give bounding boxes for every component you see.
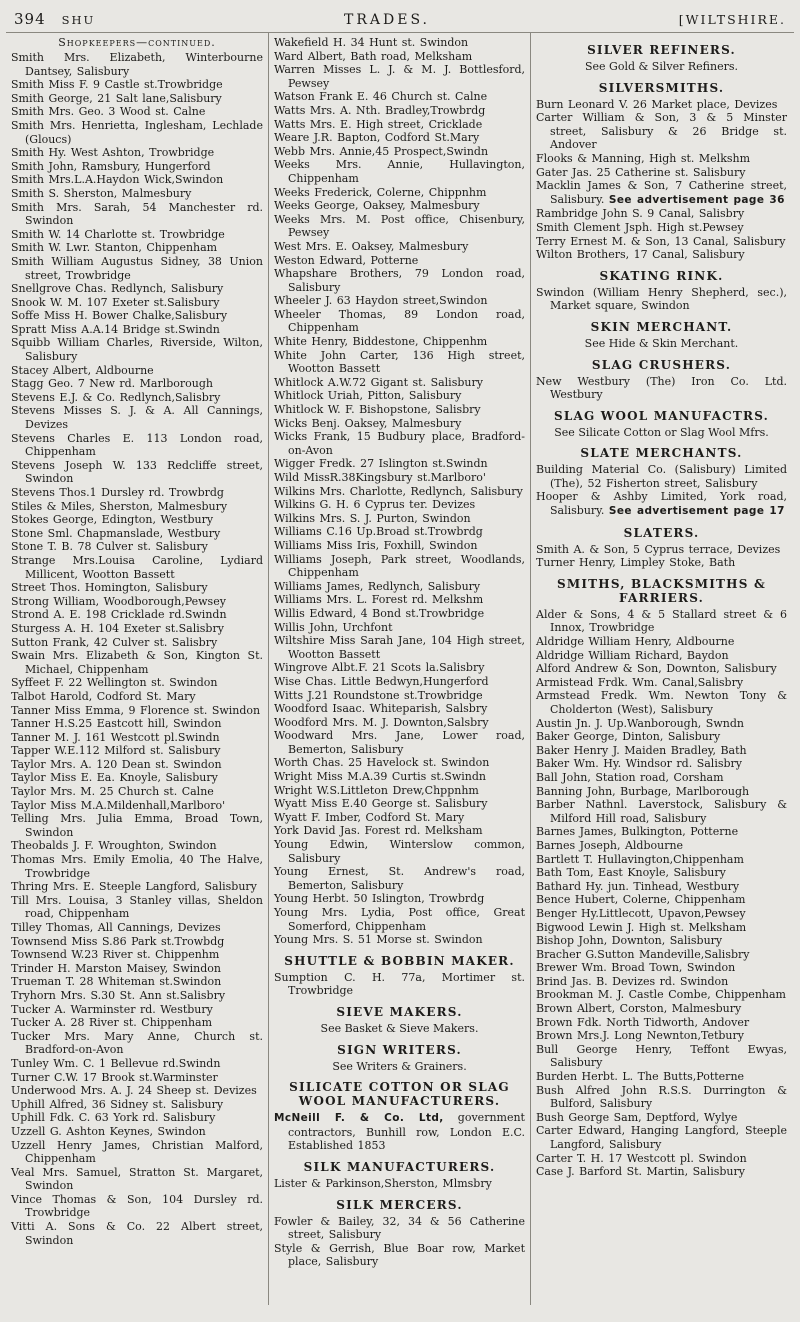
directory-entry: New Westbury (The) Iron Co. Ltd. Westbury	[536, 374, 787, 402]
directory-entry: Barnes Joseph, Aldbourne	[536, 838, 684, 852]
directory-entry: Burn Leonard V. 26 Market place, Devizes	[536, 97, 778, 111]
directory-entry: Fowler & Bailey, 32, 34 & 56 Catherine street, Salisbury	[274, 1214, 525, 1242]
directory-entry: Tucker A. Warminster rd. Westbury	[11, 1002, 213, 1016]
directory-entry: Worth Chas. 25 Havelock st. Swindon	[274, 756, 490, 770]
directory-entry: Swindon (William Henry Shepherd, sec.), Market square, Swindon	[536, 285, 787, 313]
directory-entry: Brown Fdk. North Tidworth, Andover	[536, 1015, 750, 1029]
directory-entry: Tunley Wm. C. 1 Bellevue rd.Swindn	[11, 1056, 221, 1070]
directory-entry: Webb Mrs. Annie,45 Prospect,Swindn	[274, 144, 489, 158]
continued-subheading: Shopkeepers—continued.	[58, 36, 216, 49]
directory-entry: Young Ernest, St. Andrew's road, Bemerton, Salisbury	[274, 865, 525, 892]
directory-entry: Tanner Miss Emma, 9 Florence st. Swindon	[11, 703, 261, 717]
directory-entry: Wyatt Miss E.40 George st. Salisbury	[274, 797, 488, 811]
directory-entry: Snellgrove Chas. Redlynch, Salisbury	[11, 282, 224, 296]
directory-entry: Style & Gerrish, Blue Boar row, Market place, Salisbury	[274, 1241, 525, 1269]
directory-entry: Terry Ernest M. & Son, 13 Canal, Salisbury	[536, 234, 786, 248]
directory-entry: Young Mrs. S. 51 Morse st. Swindon	[274, 933, 483, 947]
directory-entry: Wakefield H. 34 Hunt st. Swindon	[274, 36, 469, 49]
directory-entry: Smith A. & Son, 5 Cyprus terrace, Devizes	[536, 542, 781, 556]
directory-entry: Stone Sml. Chapmanslade, Westbury	[11, 526, 221, 540]
directory-entry: Smith Mrs. Geo. 3 Wood st. Calne	[11, 105, 206, 119]
directory-entry: Baker George, Dinton, Salisbury	[536, 730, 721, 744]
directory-entry: Aldridge William Henry, Aldbourne	[536, 635, 735, 649]
directory-entry: Burden Herbt. L. The Butts,Potterne	[536, 1070, 745, 1084]
directory-entry: Smith Mrs. Sarah, 54 Manchester rd. Swindon	[11, 200, 263, 228]
directory-entry: Smith Mrs.L.A.Haydon Wick,Swindon	[11, 173, 224, 187]
directory-entry: Young Mrs. Lydia, Post office, Great Somerford, Chippenham	[274, 906, 525, 933]
directory-entry: Wyatt F. Imber, Codford St. Mary	[274, 810, 465, 824]
directory-entry: Tanner M. J. 161 Westcott pl.Swindn	[11, 730, 220, 744]
directory-entry: Talbot Harold, Codford St. Mary	[11, 689, 196, 703]
cross-reference: See Hide & Skin Merchant.	[584, 336, 739, 350]
directory-entry: Armstead Fredk. Wm. Newton Tony & Cholderton (West), Salisbury	[536, 689, 787, 716]
directory-entry: Watts Mrs. A. Nth. Bradley,Trowbrdg	[274, 103, 486, 117]
directory-entry: Sturgess A. H. 104 Exeter st.Salisbry	[11, 621, 224, 635]
directory-entry: Whitlock Uriah, Pitton, Salisbury	[274, 389, 462, 403]
directory-entry: Weeks Frederick, Colerne, Chippnhm	[274, 185, 487, 199]
directory-entry: Wilkins G. H. 6 Cyprus ter. Devizes	[274, 498, 476, 512]
directory-entry: Bathard Hy. jun. Tinhead, Westbury	[536, 879, 740, 893]
directory-entry: Bush George Sam, Deptford, Wylye	[536, 1110, 738, 1124]
directory-entry: Vince Thomas & Son, 104 Dursley rd. Trowbridge	[11, 1192, 263, 1220]
directory-entry: Stacey Albert, Aldbourne	[11, 363, 154, 377]
directory-entry: Veal Mrs. Samuel, Stratton St. Margaret, Swindon	[11, 1165, 263, 1193]
cross-reference: See Writers & Grainers.	[332, 1059, 467, 1073]
directory-entry: Trueman T. 28 Whiteman st.Swindon	[11, 975, 222, 989]
directory-entry: Bence Hubert, Colerne, Chippenham	[536, 893, 746, 907]
directory-entry: Swain Mrs. Elizabeth & Son, Kington St. Michael, Chippenham	[11, 649, 263, 676]
directory-entry: Tapper W.E.112 Milford st. Salisbury	[11, 744, 221, 758]
directory-entry: Wilkins Mrs. Charlotte, Redlynch, Salisbury	[274, 484, 523, 498]
directory-entry: Whapshare Brothers, 79 London road, Salisbury	[274, 267, 525, 294]
directory-entry: Taylor Miss M.A.Mildenhall,Marlboro'	[11, 798, 226, 812]
trade-heading: SILK MERCERS.	[336, 1197, 463, 1212]
directory-entry: Turner C.W. 17 Brook st.Warminster	[11, 1070, 218, 1084]
directory-entry: Macklin James & Son, 7 Catherine street, Salisbury. See advertisement page 36	[536, 179, 787, 206]
directory-entry: Williams Mrs. L. Forest rd. Melkshm	[274, 593, 484, 607]
directory-entry: Tucker A. 28 River st. Chippenham	[11, 1016, 213, 1030]
directory-entry: Watson Frank E. 46 Church st. Calne	[274, 90, 488, 104]
trade-heading: SKATING RINK.	[599, 268, 724, 283]
column-3	[530, 33, 792, 1305]
column-1	[6, 33, 268, 1305]
directory-entry: Whitlock A.W.72 Gigant st. Salisbury	[274, 375, 483, 389]
directory-entry: Banning John, Burbage, Marlborough	[536, 784, 750, 798]
directory-entry: Smith W. 14 Charlotte st. Trowbridge	[11, 227, 225, 241]
directory-entry: Thring Mrs. E. Steeple Langford, Salisbury	[11, 880, 257, 894]
directory-entry: Wise Chas. Little Bedwyn,Hungerford	[274, 674, 489, 688]
directory-entry: Smith Mrs. Elizabeth, Winterbourne Dantsey, Salisbury	[11, 51, 263, 78]
directory-entry: Barnes James, Bulkington, Potterne	[536, 825, 739, 839]
directory-entry: Squibb William Charles, Riverside, Wilton, Salisbury	[11, 336, 263, 364]
directory-entry: Uzzell Henry James, Christian Malford, Chippenham	[11, 1138, 263, 1166]
trade-heading: SIEVE MAKERS.	[336, 1004, 463, 1019]
directory-entry: Wicks Benj. Oaksey, Malmesbury	[274, 416, 462, 430]
directory-entry: Bishop John, Downton, Salisbury	[536, 934, 723, 948]
directory-entry: Smith Miss F. 9 Castle st.Trowbridge	[11, 78, 223, 92]
directory-entry: Tanner H.S.25 Eastcott hill, Swindon	[11, 717, 222, 731]
page-number: 394	[14, 10, 46, 28]
trade-heading: SLAG CRUSHERS.	[591, 357, 732, 372]
directory-entry: Underwood Mrs. A. J. 24 Sheep st. Devizes	[11, 1084, 257, 1098]
directory-entry: Tilley Thomas, All Cannings, Devizes	[11, 921, 221, 934]
county-label: [WILTSHIRE.	[678, 12, 786, 27]
directory-entry: Young Herbt. 50 Islington, Trowbrdg	[274, 892, 485, 906]
directory-entry: Uzzell G. Ashton Keynes, Swindon	[11, 1124, 206, 1138]
directory-entry: Bracher G.Sutton Mandeville,Salisbry	[536, 947, 750, 961]
column-2	[268, 33, 530, 1305]
cross-reference: See Gold & Silver Refiners.	[585, 60, 738, 73]
trade-heading: SLATERS.	[623, 525, 700, 540]
trade-heading: SILK MANUFACTURERS.	[303, 1159, 496, 1174]
directory-entry: Wright W.S.Littleton Drew,Chppnhm	[274, 783, 479, 797]
directory-entry: Willis John, Urchfont	[274, 620, 393, 634]
directory-entry: Bartlett T. Hullavington,Chippenham	[536, 852, 744, 866]
directory-entry: Smith S. Sherston, Malmesbury	[11, 186, 192, 200]
directory-entry: Smith George, 21 Salt lane,Salisbury	[11, 91, 222, 105]
trade-heading: SIGN WRITERS.	[337, 1042, 462, 1057]
trade-heading: SHUTTLE & BOBBIN MAKER.	[284, 953, 515, 968]
directory-entry: Willis Edward, 4 Bond st.Trowbridge	[274, 606, 485, 620]
directory-entry: Ball John, Station road, Corsham	[536, 770, 724, 784]
directory-entry: Woodford Mrs. M. J. Downton,Salsbry	[274, 715, 489, 729]
column-container	[6, 33, 794, 1305]
directory-entry: Alford Andrew & Son, Downton, Salisbury	[536, 662, 777, 676]
directory-entry: Trinder H. Marston Maisey, Swindon	[11, 961, 221, 975]
directory-entry: Vitti A. Sons & Co. 22 Albert street, Swindon	[11, 1220, 263, 1247]
directory-entry: Brookman M. J. Castle Combe, Chippenham	[536, 988, 786, 1002]
directory-entry: Sumption C. H. 77a, Mortimer st. Trowbridge	[274, 970, 525, 998]
directory-entry: Stagg Geo. 7 New rd. Marlborough	[11, 377, 214, 391]
directory-entry: Thomas Mrs. Emily Emolia, 40 The Halve, Trowbridge	[11, 853, 263, 880]
directory-entry: Flooks & Manning, High st. Melkshm	[536, 151, 751, 165]
directory-entry: Stevens Joseph W. 133 Redcliffe street, Swindon	[11, 458, 263, 486]
directory-entry: Wicks Frank, 15 Budbury place, Bradford-on-Avon	[274, 430, 525, 457]
directory-entry: Carter T. H. 17 Westcott pl. Swindon	[536, 1151, 747, 1165]
directory-entry: Wright Miss M.A.39 Curtis st.Swindn	[274, 770, 486, 784]
directory-entry: Street Thos. Homington, Salisbury	[11, 581, 208, 595]
directory-entry: Spratt Miss A.A.14 Bridge st.Swindn	[11, 322, 220, 336]
directory-entry: Stiles & Miles, Sherston, Malmesbury	[11, 499, 228, 513]
directory-entry: Uphill Fdk. C. 63 York rd. Salisbury	[11, 1111, 216, 1125]
directory-entry: Townsend W.23 River st. Chippenhm	[11, 948, 220, 962]
directory-entry: Weeks Mrs. Annie, Hullavington, Chippenham	[274, 158, 525, 185]
directory-entry: Aldridge William Richard, Baydon	[536, 648, 729, 662]
directory-entry: Tryhorn Mrs. S.30 St. Ann st.Salisbry	[11, 988, 226, 1002]
directory-entry: Smith Clement Jsph. High st.Pewsey	[536, 220, 744, 234]
directory-entry: Weston Edward, Potterne	[274, 253, 419, 267]
directory-entry: Gater Jas. 25 Catherine st. Salisbury	[536, 165, 746, 179]
directory-entry: White John Carter, 136 High street, Wootton Bassett	[274, 348, 525, 376]
directory-entry: Alder & Sons, 4 & 5 Stallard street & 6 Innox, Trowbridge	[536, 607, 787, 635]
directory-entry: Wild MissR.38Kingsbury st.Marlboro'	[274, 471, 486, 484]
directory-entry: Austin Jn. J. Up.Wanborough, Swndn	[536, 716, 744, 730]
directory-entry: Lister & Parkinson,Sherston, Mlmsbry	[274, 1176, 492, 1190]
directory-entry: McNeill F. & Co. Ltd, government contractors, Bunhill row, London E.C. Established 1853	[274, 1111, 525, 1153]
directory-entry: Townsend Miss S.86 Park st.Trowbdg	[11, 934, 225, 948]
directory-entry: York David Jas. Forest rd. Melksham	[274, 824, 483, 838]
directory-entry: Brind Jas. B. Devizes rd. Swindon	[536, 974, 729, 988]
directory-entry: Brown Albert, Corston, Malmesbury	[536, 1002, 742, 1016]
directory-entry: Watts Mrs. E. High street, Cricklade	[274, 117, 483, 131]
directory-entry: Tucker Mrs. Mary Anne, Church st. Bradford-on-Avon	[11, 1029, 263, 1057]
page-header	[6, 8, 794, 33]
directory-entry: Building Material Co. (Salisbury) Limited (The), 52 Fisherton street, Salisbury	[536, 463, 787, 490]
directory-entry: Brown Mrs.J. Long Newnton,Tetbury	[536, 1029, 744, 1043]
trade-heading: SLAG WOOL MANUFACTRS.	[553, 408, 770, 423]
catchword: SHU	[61, 13, 96, 27]
directory-entry: Benger Hy.Littlecott, Upavon,Pewsey	[536, 906, 746, 920]
directory-entry: Stokes George, Edington, Westbury	[11, 513, 214, 527]
directory-entry: Bigwood Lewin J. High st. Melksham	[536, 920, 747, 934]
directory-entry: Woodford Isaac. Whiteparish, Salsbry	[274, 702, 488, 716]
directory-entry: Baker Henry J. Maiden Bradley, Bath	[536, 743, 747, 757]
directory-entry: Rambridge John S. 9 Canal, Salisbry	[536, 207, 745, 221]
directory-entry: White Henry, Biddestone, Chippenhm	[274, 335, 488, 349]
directory-entry: Wingrove Albt.F. 21 Scots la.Salisbry	[274, 661, 485, 675]
directory-entry: Telling Mrs. Julia Emma, Broad Town, Swindon	[11, 812, 263, 839]
directory-entry: Stevens Charles E. 113 London road, Chippenham	[11, 431, 263, 459]
directory-entry: Weare J.R. Bapton, Codford St.Mary	[274, 131, 480, 145]
directory-entry: Turner Henry, Limpley Stoke, Bath	[536, 556, 736, 570]
trade-heading: SLATE MERCHANTS.	[580, 446, 743, 461]
directory-entry: Stevens E.J. & Co. Redlynch,Salisbry	[11, 390, 221, 404]
directory-entry: Wheeler Thomas, 89 London road, Chippenham	[274, 307, 525, 335]
directory-entry: Wigger Fredk. 27 Islington st.Swindn	[274, 457, 488, 471]
trade-heading: SILVER REFINERS.	[587, 43, 736, 57]
directory-entry: Case J. Barford St. Martin, Salisbury	[536, 1165, 745, 1179]
page-title: TRADES.	[344, 12, 431, 28]
directory-entry: Taylor Miss E. Ea. Knoyle, Salisbury	[11, 771, 218, 785]
directory-entry: Williams Joseph, Park street, Woodlands, Chippenham	[274, 552, 525, 580]
directory-entry: Armistead Frdk. Wm. Canal,Salisbry	[536, 675, 744, 689]
directory-entry: Wilkins Mrs. S. J. Purton, Swindon	[274, 511, 471, 525]
directory-entry: Wheeler J. 63 Haydon street,Swindon	[274, 294, 488, 308]
directory-entry: Wilton Brothers, 17 Canal, Salisbury	[536, 248, 745, 262]
directory-entry: Syffeet F. 22 Wellington st. Swindon	[11, 676, 218, 690]
directory-entry: Stone T. B. 78 Culver st. Salisbury	[11, 540, 208, 554]
directory-entry: Warren Misses L. J. & M. J. Bottlesford, Pewsey	[274, 63, 525, 90]
directory-entry: Stevens Thos.1 Dursley rd. Trowbrdg	[11, 486, 224, 499]
directory-entry: Taylor Mrs. A. 120 Dean st. Swindon	[11, 757, 222, 771]
directory-entry: Strange Mrs.Louisa Caroline, Lydiard Millicent, Wootton Bassett	[11, 553, 263, 581]
directory-entry: Williams Miss Iris, Foxhill, Swindon	[274, 538, 478, 552]
directory-entry: Soffe Miss H. Bower Chalke,Salisbury	[11, 309, 228, 323]
directory-entry: Weeks Mrs. M. Post office, Chisenbury, Pewsey	[274, 212, 525, 240]
directory-entry: Witts J.21 Roundstone st.Trowbridge	[274, 688, 483, 702]
directory-entry: Uphill Alfred, 36 Sidney st. Salisbury	[11, 1097, 224, 1111]
trade-heading: SILVERSMITHS.	[598, 80, 725, 95]
directory-entry: Taylor Mrs. M. 25 Church st. Calne	[11, 785, 214, 799]
directory-entry: Young Edwin, Winterslow common, Salisbury	[274, 838, 525, 865]
trade-heading: SKIN MERCHANT.	[590, 319, 733, 334]
directory-entry: Sutton Frank, 42 Culver st. Salisbry	[11, 635, 218, 649]
trade-heading: SILICATE COTTON OR SLAG WOOL MANUFACTURERS.	[289, 1080, 510, 1109]
trade-heading: SMITHS, BLACKSMITHS & FARRIERS.	[556, 576, 766, 605]
directory-entry: West Mrs. E. Oaksey, Malmesbury	[274, 239, 469, 253]
directory-entry: Ward Albert, Bath road, Melksham	[274, 49, 473, 63]
directory-entry: Smith Hy. West Ashton, Trowbridge	[11, 146, 215, 160]
directory-entry: Snook W. M. 107 Exeter st.Salisbury	[11, 295, 220, 309]
directory-entry: Williams C.16 Up.Broad st.Trowbrdg	[274, 525, 483, 539]
directory-entry: Wiltshire Miss Sarah Jane, 104 High street, Wootton Bassett	[274, 634, 525, 661]
directory-entry: Carter William & Son, 3 & 5 Minster street, Salisbury & 26 Bridge st. Andover	[536, 111, 787, 152]
directory-entry: Carter Edward, Hanging Langford, Steeple Langford, Salisbury	[536, 1124, 787, 1151]
cross-reference: See Basket & Sieve Makers.	[320, 1021, 479, 1035]
directory-entry: Woodward Mrs. Jane, Lower road, Bemerton, Salisbury	[274, 729, 525, 756]
directory-entry: Till Mrs. Louisa, 3 Stanley villas, Sheldon road, Chippenham	[11, 893, 263, 921]
directory-entry: Smith John, Ramsbury, Hungerford	[11, 159, 211, 173]
directory-entry: Strond A. E. 198 Cricklade rd.Swindn	[11, 608, 227, 622]
directory-entry: Bath Tom, East Knoyle, Salisbury	[536, 866, 726, 880]
directory-entry: Bull George Henry, Teffont Ewyas, Salisbury	[536, 1042, 787, 1070]
directory-entry: Strong William, Woodborough,Pewsey	[11, 594, 226, 608]
directory-entry: Brewer Wm. Broad Town, Swindon	[536, 961, 736, 975]
directory-entry: Stevens Misses S. J. & A. All Cannings, Devizes	[11, 404, 263, 432]
directory-entry: Barber Nathnl. Laverstock, Salisbury & Milford Hill road, Salisbury	[536, 798, 787, 825]
directory-entry: Weeks George, Oaksey, Malmesbury	[274, 199, 480, 213]
directory-entry: Whitlock W. F. Bishopstone, Salisbry	[274, 403, 481, 417]
directory-entry: Bush Alfred John R.S.S. Durrington & Bulford, Salisbury	[536, 1083, 787, 1111]
cross-reference: See Silicate Cotton or Slag Wool Mfrs.	[554, 425, 769, 439]
directory-entry: Williams James, Redlynch, Salisbury	[274, 579, 481, 593]
directory-entry: Smith William Augustus Sidney, 38 Union street, Trowbridge	[11, 254, 263, 282]
directory-entry: Hooper & Ashby Limited, York road, Salisbury. See advertisement page 17	[536, 490, 787, 518]
directory-entry: Smith W. Lwr. Stanton, Chippenham	[11, 241, 218, 255]
directory-entry: Smith Mrs. Henrietta, Inglesham, Lechlade (Gloucs)	[11, 118, 263, 146]
directory-entry: Theobalds J. F. Wroughton, Swindon	[11, 839, 217, 853]
directory-entry: Baker Wm. Hy. Windsor rd. Salisbry	[536, 757, 743, 771]
